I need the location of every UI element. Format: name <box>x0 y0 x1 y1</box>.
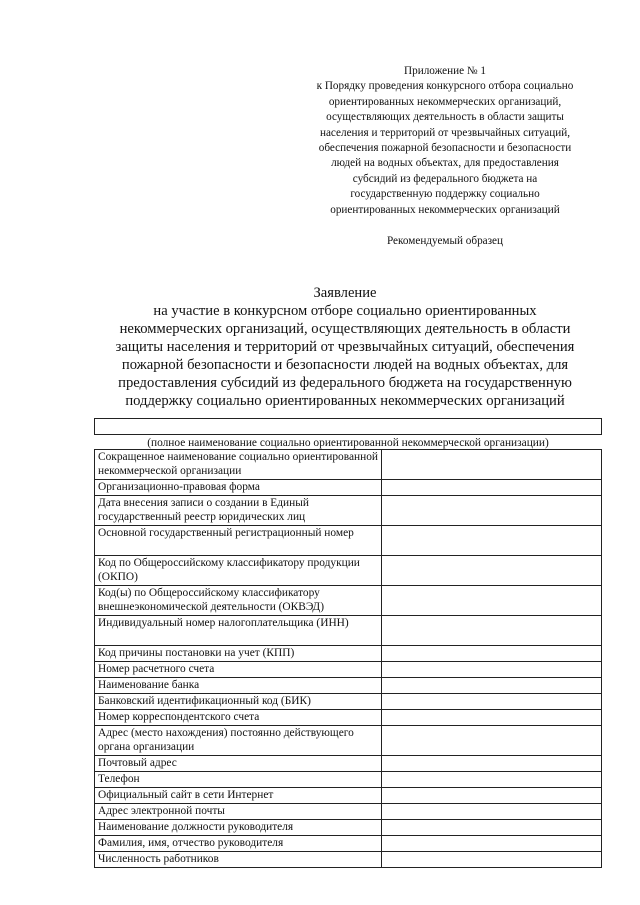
appendix-line: государственную поддержку социально <box>350 188 540 201</box>
field-label: Код(ы) по Общероссийскому классификатору внешнеэкономической деятельности (ОКВЭД) <box>95 586 382 616</box>
field-value[interactable] <box>382 694 602 710</box>
field-label: Адрес электронной почты <box>95 804 382 820</box>
recommended-sample-label: Рекомендуемый образец <box>386 235 504 247</box>
table-row <box>95 772 602 788</box>
appendix-block <box>280 64 610 218</box>
field-value[interactable] <box>382 646 602 662</box>
table-row <box>95 662 602 678</box>
field-value[interactable] <box>382 804 602 820</box>
appendix-line: осуществляющих деятельность в области защиты <box>326 111 564 124</box>
table-row <box>95 526 602 556</box>
field-label: Дата внесения записи о создании в Единый государственный реестр юридических лиц <box>95 496 382 526</box>
table-row <box>95 586 602 616</box>
field-label: Телефон <box>95 772 382 788</box>
field-value[interactable] <box>382 772 602 788</box>
table-row <box>95 820 602 836</box>
field-label: Банковский идентификационный код (БИК) <box>95 694 382 710</box>
field-label: Численность работников <box>95 852 382 868</box>
table-row <box>95 480 602 496</box>
heading-line: некоммерческих организаций, осуществляющих деятельность в области <box>119 321 571 337</box>
field-value[interactable] <box>382 836 602 852</box>
org-full-name-caption: (полное наименование социально ориентированной некоммерческой организации) <box>147 437 549 449</box>
field-value[interactable] <box>382 788 602 804</box>
field-value[interactable] <box>382 662 602 678</box>
table-row <box>95 804 602 820</box>
field-value[interactable] <box>382 820 602 836</box>
field-label: Номер корреспондентского счета <box>95 710 382 726</box>
field-label: Почтовый адрес <box>95 756 382 772</box>
field-value[interactable] <box>382 710 602 726</box>
table-row <box>95 788 602 804</box>
field-value[interactable] <box>382 756 602 772</box>
appendix-line: людей на водных объектах, для предоставления <box>331 157 559 170</box>
heading-title: Заявление <box>313 285 377 301</box>
heading-line: на участие в конкурсном отборе социально ориентированных <box>153 303 537 319</box>
application-heading <box>60 284 630 410</box>
table-row <box>95 756 602 772</box>
field-value[interactable] <box>382 526 602 556</box>
heading-line: пожарной безопасности и безопасности людей на водных объектах, для <box>121 357 569 373</box>
heading-line: защиты населения и территорий от чрезвычайных ситуаций, обеспечения <box>115 339 575 355</box>
field-value[interactable] <box>382 450 602 480</box>
table-row <box>95 710 602 726</box>
field-label: Наименование банка <box>95 678 382 694</box>
field-label: Индивидуальный номер налогоплательщика (ИНН) <box>95 616 382 646</box>
field-value[interactable] <box>382 496 602 526</box>
appendix-title: Приложение № 1 <box>404 65 486 77</box>
field-label: Сокращенное наименование социально ориентированной некоммерческой организации <box>95 450 382 480</box>
table-row <box>95 836 602 852</box>
heading-line: поддержку социально ориентированных некоммерческих организаций <box>125 393 565 409</box>
field-label: Номер расчетного счета <box>95 662 382 678</box>
field-label: Основной государственный регистрационный номер <box>95 526 382 556</box>
field-value[interactable] <box>382 852 602 868</box>
field-label: Фамилия, имя, отчество руководителя <box>95 836 382 852</box>
appendix-line: населения и территорий от чрезвычайных ситуаций, <box>319 126 570 139</box>
appendix-line: ориентированных некоммерческих организаций, <box>328 95 562 108</box>
application-form-table <box>94 449 602 868</box>
field-label: Код по Общероссийскому классификатору продукции (ОКПО) <box>95 556 382 586</box>
field-label: Код причины постановки на учет (КПП) <box>95 646 382 662</box>
field-label: Наименование должности руководителя <box>95 820 382 836</box>
table-row <box>95 678 602 694</box>
field-label: Организационно-правовая форма <box>95 480 382 496</box>
table-row <box>95 694 602 710</box>
table-row <box>95 852 602 868</box>
table-row <box>95 496 602 526</box>
appendix-line: обеспечения пожарной безопасности и безопасности <box>318 142 572 155</box>
field-label: Адрес (место нахождения) постоянно действующего органа организации <box>95 726 382 756</box>
field-label: Официальный сайт в сети Интернет <box>95 788 382 804</box>
field-value[interactable] <box>382 616 602 646</box>
table-row <box>95 726 602 756</box>
field-value[interactable] <box>382 586 602 616</box>
field-value[interactable] <box>382 678 602 694</box>
appendix-lines <box>280 79 610 218</box>
appendix-line: субсидий из федерального бюджета на <box>352 172 538 185</box>
heading-line: предоставления субсидий из федерального бюджета на государственную <box>118 375 572 391</box>
table-row <box>95 616 602 646</box>
field-value[interactable] <box>382 556 602 586</box>
table-row <box>95 646 602 662</box>
table-row <box>95 556 602 586</box>
field-value[interactable] <box>382 726 602 756</box>
appendix-line: ориентированных некоммерческих организаций <box>330 203 560 216</box>
appendix-line: к Порядку проведения конкурсного отбора социально <box>316 80 574 93</box>
org-full-name-field[interactable] <box>94 418 602 435</box>
field-value[interactable] <box>382 480 602 496</box>
table-row <box>95 450 602 480</box>
